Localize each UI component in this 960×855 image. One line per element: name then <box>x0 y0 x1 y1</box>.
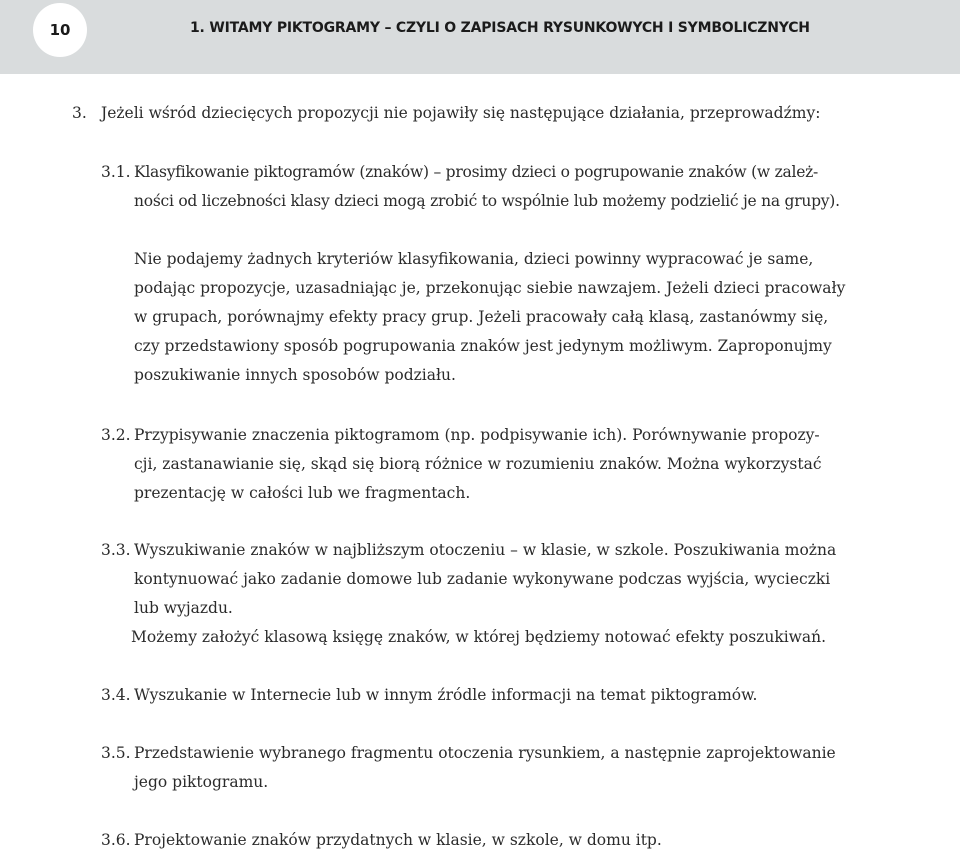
paragraph-line: czy przedstawiony sposób pogrupowania znaków jest jedynym możliwym. Zaproponujmy <box>134 337 832 355</box>
item-line: Projektowanie znaków przydatnych w klasie, w szkole, w domu itp. <box>134 831 662 849</box>
item-line: prezentację w całości lub we fragmentach. <box>134 484 471 502</box>
item-line: Wyszukanie w Internecie lub w innym źródle informacji na temat piktogramów. <box>134 686 758 704</box>
item-line: jego piktogramu. <box>134 773 269 791</box>
item-line: kontynuować jako zadanie domowe lub zadanie wykonywane podczas wyjścia, wycieczki <box>134 570 831 588</box>
paragraph-line: poszukiwanie innych sposobów podziału. <box>134 366 456 384</box>
item-line: Możemy założyć klasową księgę znaków, w której będziemy notować efekty poszukiwań. <box>131 628 827 646</box>
intro-number: 3. <box>72 104 87 122</box>
paragraph-line: w grupach, porównajmy efekty pracy grup. Jeżeli pracowały całą klasą, zastanówmy się, <box>134 308 829 326</box>
item-line: lub wyjazdu. <box>134 599 233 617</box>
item-number: 3.3. <box>101 541 131 559</box>
item-number: 3.6. <box>101 831 131 849</box>
item-line: Klasyfikowanie piktogramów (znaków) – prosimy dzieci o pogrupowanie znaków (w zależ- <box>134 163 819 181</box>
chapter-title: 1. WITAMY PIKTOGRAMY – CZYLI O ZAPISACH RYSUNKOWYCH I SYMBOLICZNYCH <box>190 20 810 36</box>
page-number: 10 <box>49 21 71 39</box>
item-number: 3.5. <box>101 744 131 762</box>
item-number: 3.1. <box>101 163 131 181</box>
paragraph-line: podając propozycje, uzasadniając je, przekonując siebie nawzajem. Jeżeli dzieci pracowały <box>134 279 846 297</box>
item-number: 3.2. <box>101 426 131 444</box>
item-line: Wyszukiwanie znaków w najbliższym otoczeniu – w klasie, w szkole. Poszukiwania można <box>134 541 837 559</box>
paragraph-line: Nie podajemy żadnych kryteriów klasyfikowania, dzieci powinny wypracować je same, <box>134 250 814 268</box>
item-number: 3.4. <box>101 686 131 704</box>
item-line: Przypisywanie znaczenia piktogramom (np. podpisywanie ich). Porównywanie propozy- <box>134 426 820 444</box>
item-line: Przedstawienie wybranego fragmentu otoczenia rysunkiem, a następnie zaprojektowanie <box>134 744 836 762</box>
intro-text: Jeżeli wśród dziecięcych propozycji nie pojawiły się następujące działania, przeprowadźmy: <box>101 104 821 122</box>
item-line: cji, zastanawianie się, skąd się biorą różnice w rozumieniu znaków. Można wykorzystać <box>134 455 822 473</box>
item-line: ności od liczebności klasy dzieci mogą zrobić to wspólnie lub możemy podzielić je na grupy). <box>134 192 840 210</box>
